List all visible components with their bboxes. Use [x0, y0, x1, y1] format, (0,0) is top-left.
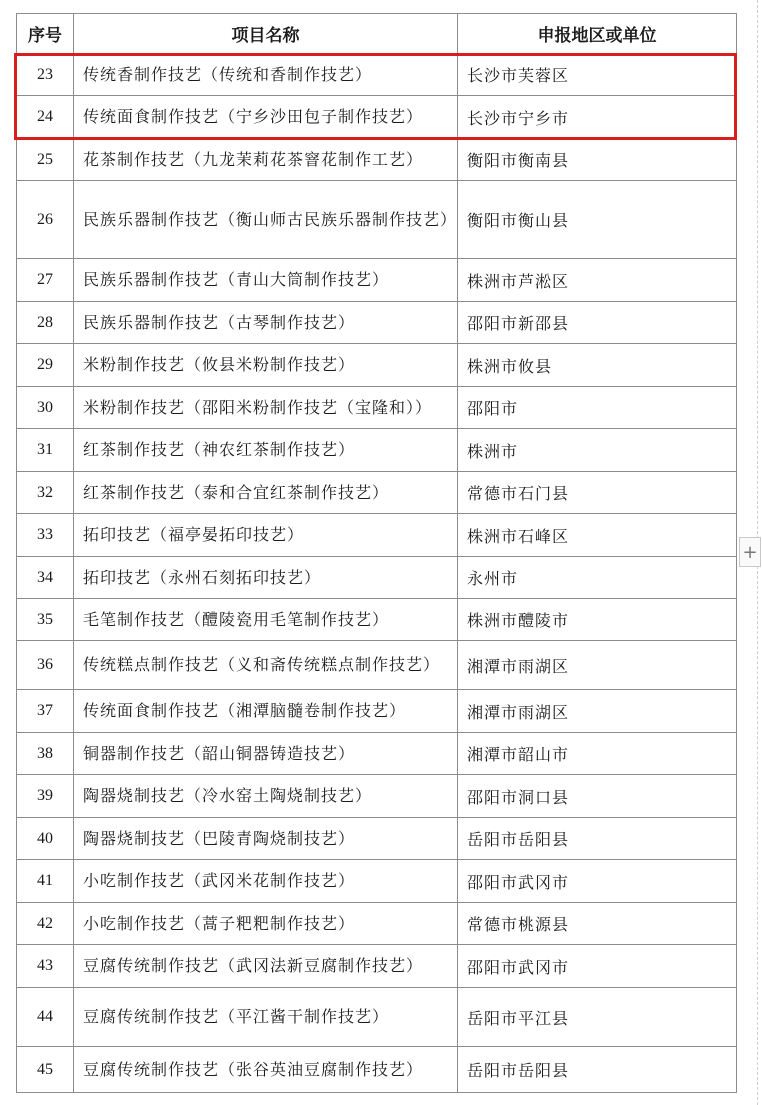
table-row [17, 1047, 737, 1093]
row-number: 39 [17, 775, 74, 818]
row-project-name: 拓印技艺（福亭晏拓印技艺） [74, 514, 458, 557]
table-row [17, 96, 737, 139]
table-row [17, 181, 737, 259]
row-project-name: 铜器制作技艺（韶山铜器铸造技艺） [74, 733, 458, 775]
row-region: 岳阳市平江县 [458, 988, 737, 1047]
row-region: 岳阳市岳阳县 [458, 818, 737, 860]
row-number: 42 [17, 903, 74, 945]
row-region: 长沙市宁乡市 [458, 96, 737, 139]
row-number: 25 [17, 139, 74, 181]
row-number: 41 [17, 860, 74, 903]
row-project-name: 毛笔制作技艺（醴陵瓷用毛笔制作技艺） [74, 599, 458, 641]
row-region: 株洲市石峰区 [458, 514, 737, 557]
row-project-name: 民族乐器制作技艺（古琴制作技艺） [74, 302, 458, 344]
table-row [17, 557, 737, 599]
header-serial-number: 序号 [17, 14, 74, 54]
row-project-name: 豆腐传统制作技艺（张谷英油豆腐制作技艺） [74, 1047, 458, 1093]
row-project-name: 传统面食制作技艺（宁乡沙田包子制作技艺） [74, 96, 458, 139]
add-button[interactable] [739, 537, 761, 567]
row-region: 株洲市芦淞区 [458, 259, 737, 302]
row-region: 邵阳市新邵县 [458, 302, 737, 344]
row-number: 28 [17, 302, 74, 344]
row-number: 24 [17, 96, 74, 139]
row-region: 株洲市攸县 [458, 344, 737, 387]
row-number: 40 [17, 818, 74, 860]
row-number: 31 [17, 429, 74, 472]
row-region: 邵阳市洞口县 [458, 775, 737, 818]
row-project-name: 豆腐传统制作技艺（武冈法新豆腐制作技艺） [74, 945, 458, 988]
row-region: 永州市 [458, 557, 737, 599]
row-number: 36 [17, 641, 74, 690]
row-region: 株洲市 [458, 429, 737, 472]
table-row [17, 139, 737, 181]
row-number: 43 [17, 945, 74, 988]
row-number: 34 [17, 557, 74, 599]
row-project-name: 拓印技艺（永州石刻拓印技艺） [74, 557, 458, 599]
row-project-name: 红茶制作技艺（泰和合宜红茶制作技艺） [74, 472, 458, 514]
row-number: 26 [17, 181, 74, 259]
row-number: 29 [17, 344, 74, 387]
row-number: 30 [17, 387, 74, 429]
row-region: 邵阳市 [458, 387, 737, 429]
row-project-name: 传统香制作技艺（传统和香制作技艺） [74, 54, 458, 96]
table-row [17, 387, 737, 429]
row-region: 常德市石门县 [458, 472, 737, 514]
row-project-name: 陶器烧制技艺（冷水窑土陶烧制技艺） [74, 775, 458, 818]
row-project-name: 传统面食制作技艺（湘潭脑髓卷制作技艺） [74, 690, 458, 733]
row-region: 湘潭市韶山市 [458, 733, 737, 775]
table-row [17, 945, 737, 988]
row-number: 23 [17, 54, 74, 96]
row-number: 35 [17, 599, 74, 641]
table-row [17, 472, 737, 514]
table-row [17, 988, 737, 1047]
row-region: 衡阳市衡南县 [458, 139, 737, 181]
table-row [17, 514, 737, 557]
row-project-name: 陶器烧制技艺（巴陵青陶烧制技艺） [74, 818, 458, 860]
row-project-name: 米粉制作技艺（攸县米粉制作技艺） [74, 344, 458, 387]
row-region: 邵阳市武冈市 [458, 945, 737, 988]
table-row [17, 54, 737, 96]
table-row [17, 259, 737, 302]
plus-icon: + [742, 541, 758, 563]
row-project-name: 民族乐器制作技艺（青山大筒制作技艺） [74, 259, 458, 302]
row-region: 岳阳市岳阳县 [458, 1047, 737, 1093]
table-row [17, 733, 737, 775]
row-number: 44 [17, 988, 74, 1047]
row-region: 长沙市芙蓉区 [458, 54, 737, 96]
table-header-row [17, 14, 737, 54]
row-number: 33 [17, 514, 74, 557]
row-region: 湘潭市雨湖区 [458, 690, 737, 733]
row-number: 45 [17, 1047, 74, 1093]
header-region: 申报地区或单位 [458, 14, 737, 54]
table-row [17, 429, 737, 472]
row-region: 衡阳市衡山县 [458, 181, 737, 259]
row-project-name: 民族乐器制作技艺（衡山师古民族乐器制作技艺） [74, 181, 458, 259]
row-number: 27 [17, 259, 74, 302]
table-row [17, 775, 737, 818]
table-row [17, 818, 737, 860]
table-row [17, 599, 737, 641]
row-project-name: 米粉制作技艺（邵阳米粉制作技艺（宝隆和）） [74, 387, 458, 429]
row-number: 37 [17, 690, 74, 733]
row-project-name: 花茶制作技艺（九龙茉莉花茶窨花制作工艺） [74, 139, 458, 181]
row-project-name: 红茶制作技艺（神农红茶制作技艺） [74, 429, 458, 472]
row-region: 湘潭市雨湖区 [458, 641, 737, 690]
row-number: 32 [17, 472, 74, 514]
table-row [17, 641, 737, 690]
row-region: 株洲市醴陵市 [458, 599, 737, 641]
row-project-name: 小吃制作技艺（武冈米花制作技艺） [74, 860, 458, 903]
table-row [17, 690, 737, 733]
table-row [17, 344, 737, 387]
row-region: 邵阳市武冈市 [458, 860, 737, 903]
table-row [17, 302, 737, 344]
row-project-name: 传统糕点制作技艺（义和斋传统糕点制作技艺） [74, 641, 458, 690]
header-project-name: 项目名称 [74, 14, 458, 54]
row-region: 常德市桃源县 [458, 903, 737, 945]
project-table [16, 13, 737, 1093]
table-row [17, 903, 737, 945]
row-project-name: 豆腐传统制作技艺（平江酱干制作技艺） [74, 988, 458, 1047]
row-project-name: 小吃制作技艺（蒿子粑粑制作技艺） [74, 903, 458, 945]
table-row [17, 860, 737, 903]
row-number: 38 [17, 733, 74, 775]
